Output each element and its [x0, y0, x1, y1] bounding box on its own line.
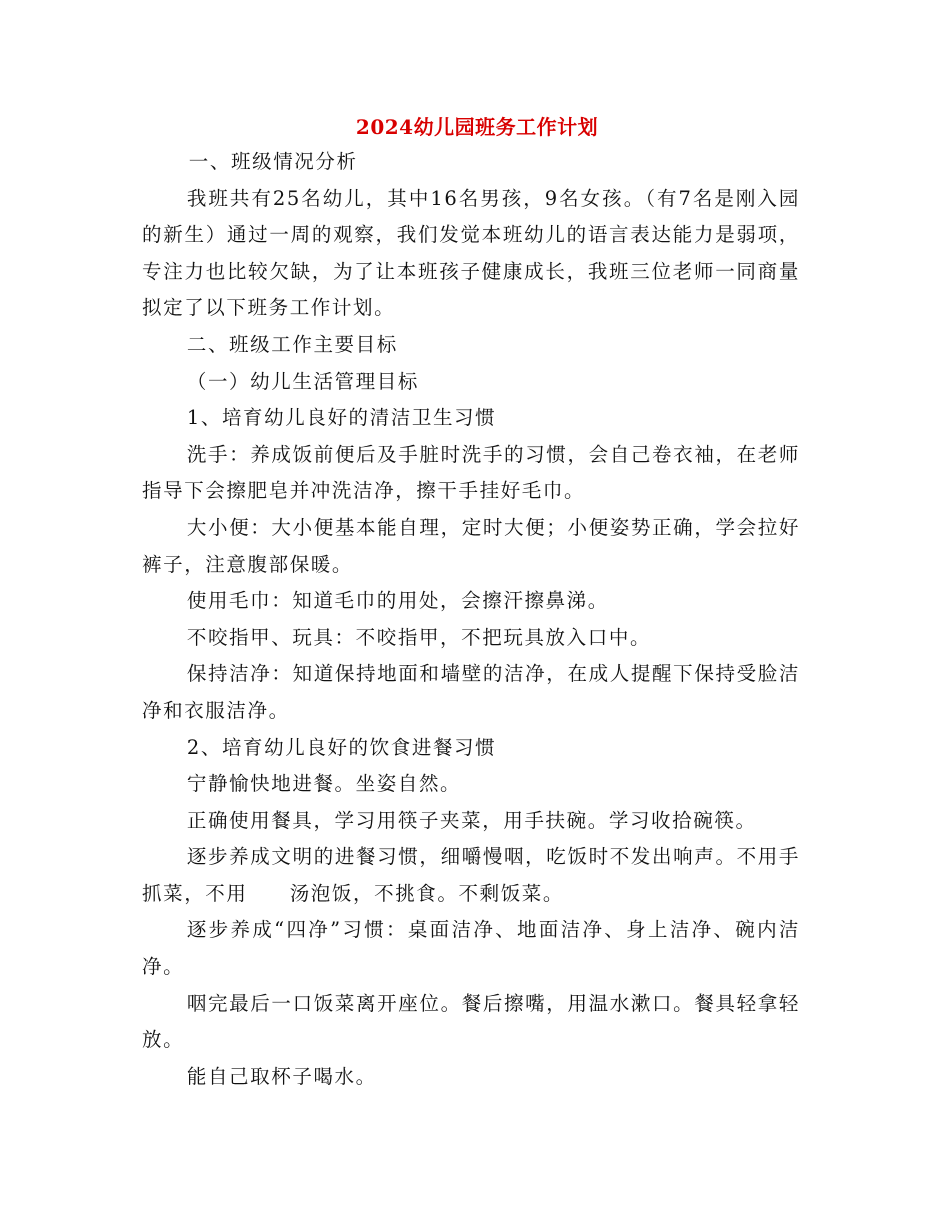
- item-heading-eating-habits: 2、培育幼儿良好的饮食进餐习惯: [186, 735, 497, 759]
- paragraph-no-nail-biting: 不咬指甲、玩具：不咬指甲，不把玩具放入口中。: [186, 625, 652, 649]
- paragraph-after-meal: 咽完最后一口饭菜离开座位。餐后擦嘴，用温水漱口。餐具轻拿轻放。: [142, 991, 800, 1052]
- paragraph-four-clean: 逐步养成“四净”习惯：桌面洁净、地面洁净、身上洁净、碗内洁净。: [142, 918, 800, 979]
- paragraph-towel-use: 使用毛巾：知道毛巾的用处，会擦汗擦鼻涕。: [186, 589, 609, 613]
- paragraph-tableware-use: 正确使用餐具，学习用筷子夹菜，用手扶碗。学习收拾碗筷。: [186, 808, 757, 832]
- section-heading-main-goals: 二、班级工作主要目标: [186, 332, 398, 356]
- paragraph-keep-clean: 保持洁净：知道保持地面和墙壁的洁净，在成人提醒下保持受脸洁净和衣服洁净。: [142, 662, 800, 722]
- paragraph-hand-washing: 洗手：养成饭前便后及手脏时洗手的习惯，会自己卷衣袖，在老师指导下会擦肥皂并冲洗洁净，擦干手挂好毛巾。: [142, 442, 800, 503]
- paragraph-table-manners: 逐步养成文明的进餐习惯，细嚼慢咽，吃饭时不发出响声。不用手抓菜，不用 汤泡饭，不挑食。不剩饭菜。: [142, 845, 800, 905]
- section-heading-class-analysis: 一、班级情况分析: [188, 150, 358, 173]
- subsection-heading-life-management: （一）幼儿生活管理目标: [186, 369, 419, 393]
- paragraph-class-overview: 我班共有25名幼儿，其中16名男孩，9名女孩。（有7名是刚入园的新生）通过一周的观察，我们发觉本班幼儿的语言表达能力是弱项，专注力也比较欠缺，为了让本班孩子健康成长，我班三位老师一同商量拟定了以下班务工作计划。: [142, 186, 800, 320]
- paragraph-drinking-water: 能自己取杯子喝水。: [186, 1064, 377, 1088]
- document-title: 2024幼儿园班务工作计划: [355, 115, 599, 139]
- paragraph-toileting: 大小便：大小便基本能自理，定时大便；小便姿势正确，学会拉好裤子，注意腹部保暖。: [142, 515, 800, 576]
- item-heading-hygiene-habits: 1、培育幼儿良好的清洁卫生习惯: [186, 406, 497, 430]
- paragraph-quiet-eating: 宁静愉快地进餐。坐姿自然。: [186, 772, 462, 796]
